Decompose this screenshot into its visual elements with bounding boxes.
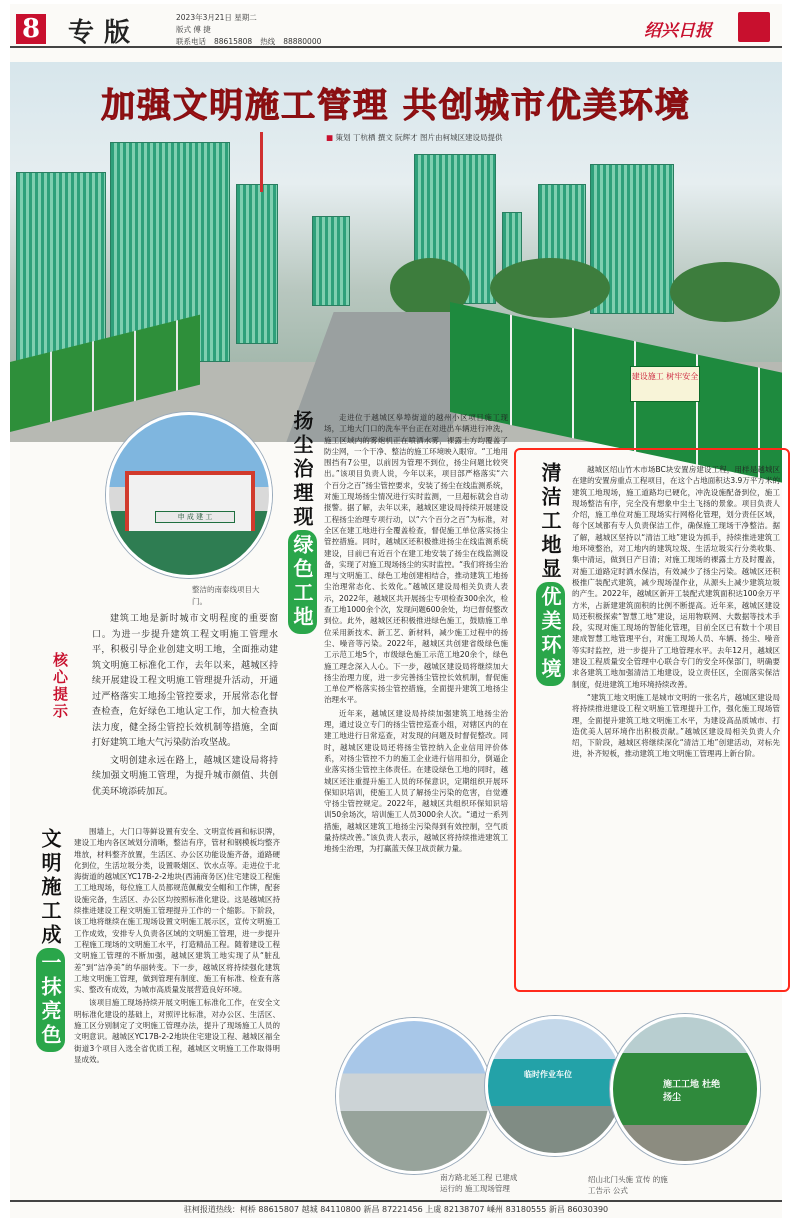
phone-label: 联系电话 xyxy=(176,37,206,46)
core-hint-title: 核心提示 xyxy=(51,652,69,720)
paper-name: 绍兴日报 xyxy=(644,21,712,41)
masthead xyxy=(10,4,782,48)
section-paragraph: “建筑工地文明施工是城市文明的一张名片，越城区建设局将持续推进建设工程文明施工管理提升工作，强化施工现场管理，全面提升建筑工地文明施工水平，为建设高品质城市、打造优美人居环境作出积极贡献。”越城区建设局相关负责人介绍，下阶段，越城区将继续深化“清洁工地”创建活动，对标先进，补齐短板，推动建筑工地文明施工管理再上新台阶。 xyxy=(572,692,780,759)
section-title-highlight: 一抹亮色 xyxy=(36,948,65,1052)
photo-caption: 南方路北延工程 已建成运行的 施工现场管理 xyxy=(440,1173,518,1193)
photo-sign: 临时作业车位 xyxy=(524,1070,572,1079)
photo-caption: 整洁的南泰线项目大门。 xyxy=(192,585,260,606)
headline: 加强文明施工管理 共创城市优美环境 xyxy=(101,86,691,126)
fence-sign: 建设施工 树牢安全 xyxy=(630,366,700,402)
hero-photo xyxy=(10,62,782,442)
photo-site-management xyxy=(336,1018,492,1174)
section-title-dust xyxy=(288,410,317,634)
intro-text xyxy=(92,612,278,797)
section-paragraph: 近年来，越城区建设局持续加强建筑工地扬尘治理，通过设立专门的扬尘管控巡查小组，对辖区内的在建工地进行日常巡查，对发现的问题及时督促整改。同时，越城区建设局还将扬尘管控纳入企业信用评价体系，对扬尘管控不力的施工企业进行信用扣分，倒逼企业落实扬尘管控主体责任。在建设绿色工地的同时，越城区还注重提升施工人员的环保意识，定期组织开展环保知识培训，使施工人员了解扬尘污染的危害，自觉遵守扬尘管控规定。2022年，越城区共组织环保知识培训50余场次，培训施工人员3000余人次。“通过一系列措施，越城区建筑工地扬尘污染得到有效控制，空气质量持续改善。”该负责人表示，越城区将持续推进建筑工地扬尘治理，为打赢蓝天保卫战贡献力量。 xyxy=(324,708,508,854)
section-title-highlight: 优美环境 xyxy=(536,582,565,686)
section-title-part: 清洁工地显 xyxy=(538,462,562,582)
crane-icon xyxy=(260,132,263,192)
section-text-civilized xyxy=(74,826,280,1198)
intro-paragraph: 文明创建永远在路上，越城区建设局将持续加强文明施工管理，为提升城市颜值、共创优美环境添砖加瓦。 xyxy=(92,755,278,797)
editor-line: 版式 傅 捷 xyxy=(176,25,211,34)
section-title-clean xyxy=(536,462,565,686)
tree-icon xyxy=(490,258,610,318)
photo-caption: 绍山北门头施 宣传 的施工告示 公式 xyxy=(588,1175,668,1195)
photo-parking-area xyxy=(485,1016,625,1156)
hotline-label: 热线 xyxy=(260,37,276,46)
photo-project-gate xyxy=(106,412,272,578)
section-title-highlight: 绿色工地 xyxy=(288,530,317,634)
section-paragraph: 走进位于越城区皋埠街道的越州小区项目施工现场，工地大门口的洗车平台正在对进出车辆进行冲洗，施工区域内的雾炮机正在喷洒水雾，裸露土方均覆盖了防尘网，一个干净、整洁的施工环境映入眼帘。“工地用围挡有7公里，以前因为管理不到位，扬尘问题比较突出。”该项目负责人说，今年以来，项目部严格落实“六个百分之百”扬尘管控要求，安装了扬尘在线监测系统，对施工现场扬尘情况进行实时监测，一旦超标就会自动报警。据了解，去年以来，越城区建设局持续开展建设工程扬尘治理专项行动，以“六个百分之百”为标准，对全区在建工地进行全覆盖检查，督促施工单位落实扬尘管控措施。同时，越城区还积极推进扬尘在线监测系统建设，目前已有近百个在建工地安装了扬尘在线监测设备，实现了对施工现场扬尘的实时监控。“我们将扬尘治理与文明施工、绿色工地创建相结合，推动建筑工地扬尘治理常态化、长效化。”越城区建设局相关负责人表示，2022年，越城区共开展扬尘专项检查300余次，检查工地1000余个次，发现问题600余处，均已督促整改到位。此外，越城区还积极推进绿色施工，鼓励施工单位采用新技术、新工艺、新材料，减少施工过程中的扬尘、噪音等污染。2022年，越城区共创建省级绿色施工示范工地5个，市级绿色施工示范工地20余个，绿色施工理念深入人心。下一步，越城区建设局将继续加大扬尘治理力度，进一步完善扬尘管控长效机制，督促施工单位严格落实扬尘管控措施，全面提升建筑工地扬尘治理水平。 xyxy=(324,413,508,705)
section-paragraph: 越城区绍山竹木市场BC块安置房建设工程，用样是越城区在建的安置房重点工程项目，在这个占地面积达3.9万平方米的建筑工地现场，施工道路均已硬化，冲洗设施配备到位，施工现场整洁有序，完全没有想象中尘土飞扬的景象。项目负责人介绍，施工单位对施工现场实行网格化管理，划分责任区域，每个区域都有专人负责保洁工作，确保施工现场干净整洁。据了解，越城区坚持以“清洁工地”建设为抓手，持续推进建筑工地环境整治，对工地内的建筑垃圾、生活垃圾实行分类收集、集中清运，做到日产日清；对施工现场的裸露土方及时覆盖，对施工道路定时洒水保洁，有效减少了扬尘污染。越城区还积极推广装配式建筑，减少现场湿作业，从源头上减少建筑垃圾的产生。2022年，越城区新开工装配式建筑面积达100余万平方米，占新建建筑面积的比例不断提高。近年来，越城区建设局还积极探索“智慧工地”建设，运用物联网、大数据等技术手段，实现对施工现场的智能化管理，目前全区已有数十个项目建成智慧工地管理平台，对施工现场人员、车辆、扬尘、噪音等实时监控，进一步提升了工地管理水平。去年12月，越城区建设工程质量安全管理中心联合专门的安全环保部门，明确要求各建筑工地加强清洁工地建设，设立责任区，全面落实保洁制度，促进建筑工地环境持续改善。 xyxy=(572,465,780,689)
photo-dust-fence xyxy=(610,1014,760,1164)
date-line: 2023年3月21日 星期二 xyxy=(176,13,257,22)
building-icon xyxy=(312,216,350,306)
credits xyxy=(326,132,503,143)
page-number: 8 xyxy=(16,14,46,44)
photo-sign: 施工工地 杜绝扬尘 xyxy=(663,1080,721,1103)
credits-text: 策划 丁杭栖 撰文 阮辉才 图片由柯城区建设局提供 xyxy=(335,133,503,142)
newspaper-page xyxy=(10,4,782,1218)
section-text-dust xyxy=(324,412,508,1024)
credits-marker-icon: ■ xyxy=(326,133,336,142)
hotline: 88880000 xyxy=(283,37,322,46)
section-text-clean xyxy=(572,464,780,984)
section-title-part: 文明施工成 xyxy=(38,828,62,948)
paper-logo-icon xyxy=(738,12,770,42)
issue-meta xyxy=(176,12,329,48)
section-title-civilized xyxy=(36,828,65,1052)
contact-line xyxy=(176,36,329,48)
building-icon xyxy=(16,172,106,362)
phone: 88615808 xyxy=(214,37,253,46)
gate-sign: 申 成 建 工 xyxy=(155,511,235,523)
section-paragraph: 该项目施工现场持续开展文明施工标准化工作，在安全文明标准化建设的基础上，对照评比标准，对办公区、生活区、施工区分别制定了文明施工管理办法，提升了现场施工人员的文明意识。越城区YC17B-2-2地块住宅建设工程、越城区福全街道3个项目入选全省优质工程，越城区文明施工工作取得明显成效。 xyxy=(74,998,280,1064)
building-icon xyxy=(236,184,278,344)
section-paragraph: 围墙上，大门口等鲜设置有安全、文明宣传画和标识牌，建设工地内各区域划分清晰，整洁有序，管材和钢模板均整齐堆放，材料整齐放置，生活区、办公区功能设施齐备，道路硬化到位，生活垃圾分类，设置吸烟区、饮水点等。走进位于北海街道的越城区YC17B-2-2地块(西浦商务区)住宅建设工程施工工地现场，每位施工人员都规范佩戴安全帽和工作牌，配套设施完备，生活区、办公区均按照标准化建设。这是越城区持续推进建设工程文明施工管理提升工作的一个缩影。下阶段，该工地将继续在施工现场设置文明施工展示区，宣传文明施工工作成效，安排专人负责各区域的文明施工管理，进一步提升工程施工现场的文明施工水平，打造精品工程。随着建设工程文明施工管理的不断加强，越城区建筑工地实现了从“脏乱差”到“洁净美”的华丽转变。下一步，越城区将持续强化建筑工地文明施工管理，做到管理有制度、施工有标准、检查有落实、整改有成效，为城市高质量发展营造良好环境。 xyxy=(74,827,280,995)
footer-hotlines: 驻柯报道热线：柯桥 88615807 越城 84110800 新昌 87221456 上虞 82138707 嵊州 83180555 新昌 86030390 xyxy=(10,1200,782,1218)
section-title-part: 扬尘治理现 xyxy=(290,410,314,530)
intro-paragraph: 建筑工地是新时城市文明程度的重要窗口。为进一步提升建筑工程文明施工管理水平，积极引导企业创建文明工地，全面推动建筑文明施工标准化工作，去年以来，越城区持续开展建设工程文明施工管理提升活动，开通过严格落实工地扬尘管控要求，开展常态化督查检查，危好绿色工地认定工作，加大检查执法力度，健全扬尘管控长效机制等措施，全面打好建筑工地大气污染防治攻坚战。 xyxy=(92,614,278,748)
section-name: 专版 xyxy=(68,18,141,48)
tree-icon xyxy=(670,262,780,322)
